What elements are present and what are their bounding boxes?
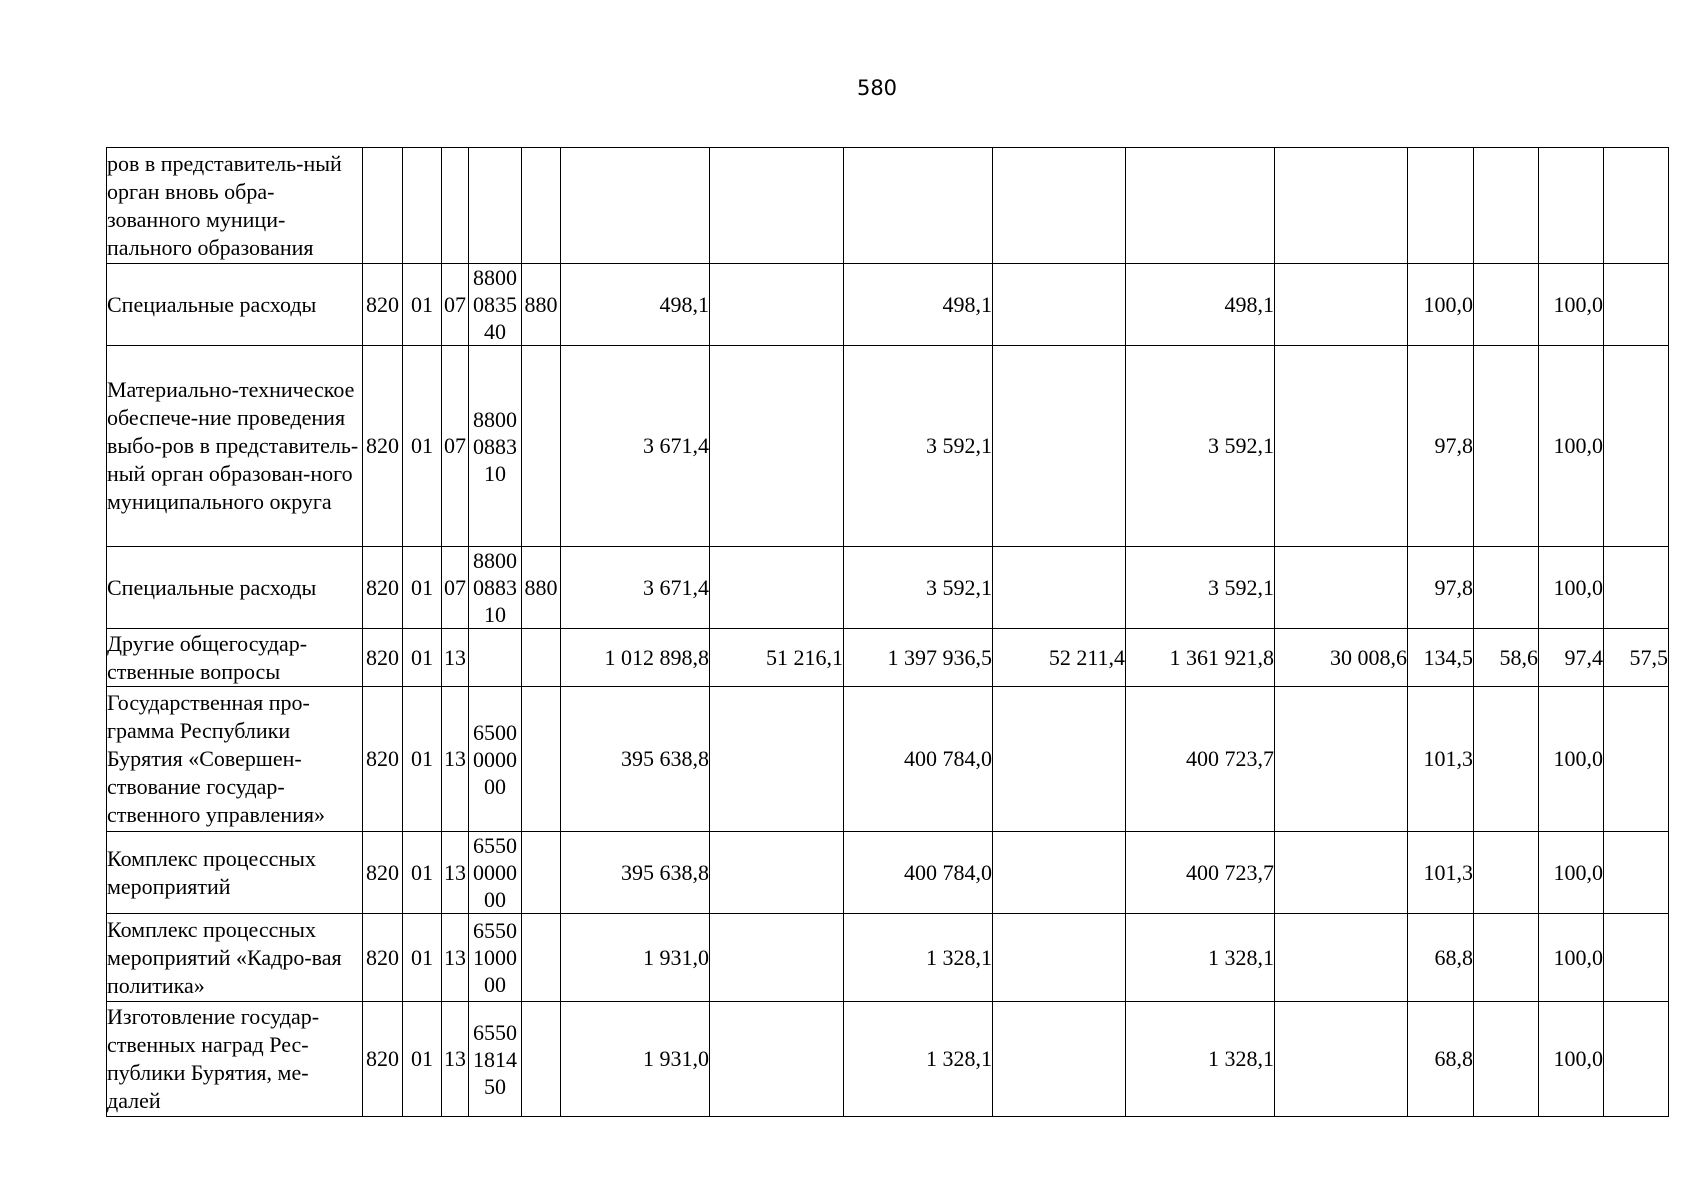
executed-total: 1 361 921,8 [1126,629,1275,687]
target-article-code [469,148,522,264]
percent-approved-federal [1604,547,1669,629]
executed-total: 3 592,1 [1126,346,1275,547]
table-row [107,914,1669,1002]
executed-federal [1275,832,1408,914]
row-name: Комплекс процессных мероприятий «Кадро-вая политика» [107,914,363,1002]
approved-total: 1 397 936,5 [844,629,993,687]
plan-total: 395 638,8 [561,687,710,832]
ved-code: 820 [363,1002,403,1117]
ved-code: 820 [363,629,403,687]
plan-total: 3 671,4 [561,346,710,547]
expense-type-code [522,687,561,832]
percent-plan-total: 97,8 [1408,346,1474,547]
approved-federal: 52 211,4 [993,629,1126,687]
row-name: Комплекс процессных мероприятий [107,832,363,914]
plan-total [561,148,710,264]
section-code: 01 [403,264,442,346]
percent-plan-total: 101,3 [1408,832,1474,914]
percent-plan-federal [1474,148,1539,264]
row-name: Другие общегосудар-ственные вопросы [107,629,363,687]
section-code: 01 [403,914,442,1002]
executed-federal: 30 008,6 [1275,629,1408,687]
table-row [107,687,1669,832]
approved-total: 400 784,0 [844,832,993,914]
plan-total: 498,1 [561,264,710,346]
plan-total: 1 931,0 [561,914,710,1002]
subsection-code: 13 [442,1002,469,1117]
row-name: ров в представитель-ный орган вновь обра-зованного муници-пального образования [107,148,363,264]
ved-code: 820 [363,914,403,1002]
percent-approved-federal [1604,914,1669,1002]
executed-federal [1275,346,1408,547]
target-article-code: 6550 1814 50 [469,1002,522,1117]
subsection-code [442,148,469,264]
executed-total: 400 723,7 [1126,687,1275,832]
executed-federal [1275,547,1408,629]
percent-approved-total: 100,0 [1539,346,1604,547]
table-row [107,264,1669,346]
approved-federal [993,264,1126,346]
ved-code: 820 [363,832,403,914]
plan-federal [710,1002,844,1117]
percent-approved-total: 100,0 [1539,547,1604,629]
approved-total: 1 328,1 [844,914,993,1002]
plan-federal [710,346,844,547]
percent-plan-total [1408,148,1474,264]
executed-federal [1275,264,1408,346]
table-row [107,547,1669,629]
section-code: 01 [403,547,442,629]
plan-federal [710,547,844,629]
table-row [107,832,1669,914]
percent-approved-federal [1604,1002,1669,1117]
executed-total: 400 723,7 [1126,832,1275,914]
percent-approved-federal [1604,264,1669,346]
percent-plan-federal [1474,547,1539,629]
plan-total: 395 638,8 [561,832,710,914]
plan-total: 3 671,4 [561,547,710,629]
expense-type-code: 880 [522,547,561,629]
table-row [107,1002,1669,1117]
percent-plan-total: 68,8 [1408,1002,1474,1117]
approved-federal [993,832,1126,914]
executed-total [1126,148,1275,264]
table-row [107,346,1669,547]
section-code: 01 [403,346,442,547]
executed-total: 1 328,1 [1126,1002,1275,1117]
table-row [107,629,1669,687]
executed-federal [1275,914,1408,1002]
approved-federal [993,1002,1126,1117]
executed-federal [1275,687,1408,832]
percent-approved-total: 100,0 [1539,832,1604,914]
expense-type-code [522,1002,561,1117]
executed-federal [1275,1002,1408,1117]
section-code: 01 [403,832,442,914]
plan-federal [710,914,844,1002]
plan-total: 1 012 898,8 [561,629,710,687]
subsection-code: 07 [442,264,469,346]
row-name: Государственная про-грамма Республики Бурятия «Совершен-ствование государ-ственного управления» [107,687,363,832]
ved-code: 820 [363,547,403,629]
expense-type-code: 880 [522,264,561,346]
row-name: Материально-техническое обеспече-ние проведения выбо-ров в представитель-ный орган образован-ного муниципального округа [107,346,363,547]
subsection-code: 07 [442,547,469,629]
expense-type-code [522,346,561,547]
executed-total: 1 328,1 [1126,914,1275,1002]
expense-type-code [522,832,561,914]
subsection-code: 13 [442,687,469,832]
section-code: 01 [403,687,442,832]
approved-total [844,148,993,264]
percent-approved-federal [1604,148,1669,264]
approved-total: 1 328,1 [844,1002,993,1117]
approved-federal [993,914,1126,1002]
percent-plan-federal [1474,832,1539,914]
percent-plan-total: 101,3 [1408,687,1474,832]
page-number: 580 [856,76,898,100]
plan-federal [710,687,844,832]
percent-plan-federal: 58,6 [1474,629,1539,687]
percent-approved-total: 100,0 [1539,1002,1604,1117]
target-article-code: 6550 0000 00 [469,832,522,914]
plan-federal: 51 216,1 [710,629,844,687]
ved-code [363,148,403,264]
percent-plan-total: 68,8 [1408,914,1474,1002]
percent-plan-total: 97,8 [1408,547,1474,629]
percent-approved-total: 100,0 [1539,914,1604,1002]
percent-approved-total: 100,0 [1539,264,1604,346]
target-article-code: 8800 0883 10 [469,346,522,547]
section-code: 01 [403,629,442,687]
ved-code: 820 [363,264,403,346]
percent-plan-federal [1474,914,1539,1002]
executed-total: 3 592,1 [1126,547,1275,629]
executed-total: 498,1 [1126,264,1275,346]
target-article-code: 6500 0000 00 [469,687,522,832]
row-name: Специальные расходы [107,547,363,629]
target-article-code: 8800 0883 10 [469,547,522,629]
approved-federal [993,687,1126,832]
target-article-code [469,629,522,687]
approved-total: 3 592,1 [844,346,993,547]
percent-plan-federal [1474,687,1539,832]
plan-total: 1 931,0 [561,1002,710,1117]
percent-approved-federal [1604,832,1669,914]
percent-approved-total: 100,0 [1539,687,1604,832]
target-article-code: 6550 1000 00 [469,914,522,1002]
approved-total: 3 592,1 [844,547,993,629]
plan-federal [710,832,844,914]
approved-total: 400 784,0 [844,687,993,832]
table-row [107,148,1669,264]
percent-plan-total: 100,0 [1408,264,1474,346]
approved-total: 498,1 [844,264,993,346]
subsection-code: 07 [442,346,469,547]
executed-federal [1275,148,1408,264]
percent-approved-federal [1604,346,1669,547]
approved-federal [993,547,1126,629]
approved-federal [993,148,1126,264]
percent-approved-total: 97,4 [1539,629,1604,687]
row-name: Изготовление государ-ственных наград Рес-публики Бурятия, ме-далей [107,1002,363,1117]
expense-type-code [522,629,561,687]
section-code [403,148,442,264]
percent-approved-total [1539,148,1604,264]
subsection-code: 13 [442,914,469,1002]
percent-approved-federal: 57,5 [1604,629,1669,687]
subsection-code: 13 [442,629,469,687]
section-code: 01 [403,1002,442,1117]
plan-federal [710,148,844,264]
percent-plan-federal [1474,264,1539,346]
target-article-code: 8800 0835 40 [469,264,522,346]
subsection-code: 13 [442,832,469,914]
percent-plan-total: 134,5 [1408,629,1474,687]
expense-type-code [522,148,561,264]
percent-plan-federal [1474,346,1539,547]
percent-plan-federal [1474,1002,1539,1117]
row-name: Специальные расходы [107,264,363,346]
percent-approved-federal [1604,687,1669,832]
approved-federal [993,346,1126,547]
expense-type-code [522,914,561,1002]
budget-table [106,147,1669,1117]
ved-code: 820 [363,687,403,832]
ved-code: 820 [363,346,403,547]
plan-federal [710,264,844,346]
